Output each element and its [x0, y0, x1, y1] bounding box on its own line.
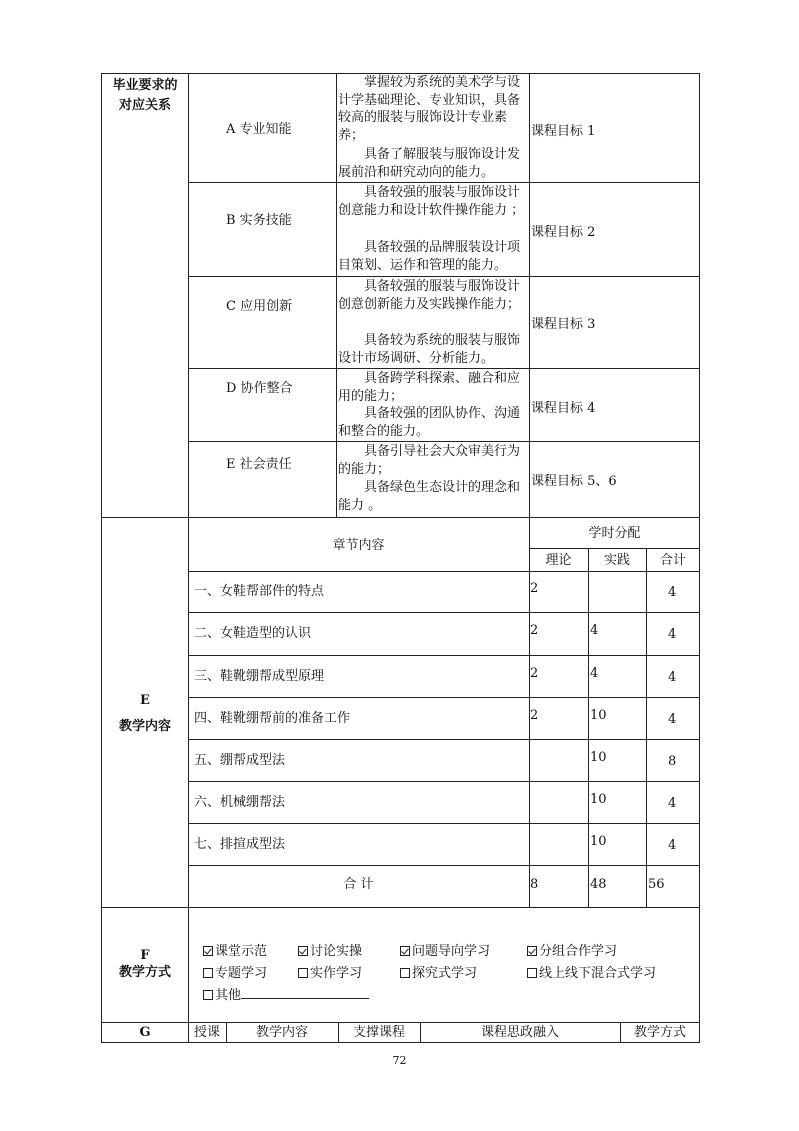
method-option[interactable] [400, 962, 477, 981]
chapter-total: 4 [668, 838, 677, 853]
chapter-content-header: 章节内容 [332, 538, 385, 553]
chapter-name: 三、鞋靴绷帮成型原理 [194, 669, 325, 684]
chapter-name: 六、机械绷帮法 [194, 795, 286, 810]
method-option[interactable] [298, 962, 362, 981]
method-option-other[interactable] [203, 984, 369, 1003]
requirement-desc: 具备较强的服装与服饰设计创意创新能力及实践操作能力； [338, 279, 521, 312]
hours-header: 学时分配 [588, 526, 641, 541]
method-label: 专题学习 [215, 966, 268, 981]
method-label: 讨论实操 [310, 944, 363, 959]
method-label: 其他 [215, 988, 242, 1003]
method-label: 实作学习 [310, 966, 363, 981]
label-text: 教学方式 [118, 965, 171, 980]
label-letter: E [140, 693, 150, 708]
course-goal: 课程目标 2 [531, 225, 596, 240]
chapter-name: 七、排揎成型法 [194, 837, 286, 852]
method-label: 线上线下混合式学习 [539, 966, 657, 981]
requirement-desc: 掌握较为系统的美术学与设计学基础理论、专业知识，具备较高的服装与服饰设计专业素养； [338, 75, 521, 143]
chapter-total: 4 [668, 796, 677, 811]
chapter-practice: 10 [590, 708, 607, 723]
requirement-name: B 实务技能 [226, 213, 292, 228]
checkbox-icon[interactable] [203, 990, 213, 1000]
chapter-name: 五、绷帮成型法 [194, 753, 286, 768]
total-header: 合计 [659, 553, 686, 568]
checkbox-icon[interactable] [203, 968, 213, 978]
requirement-name: D 协作整合 [226, 381, 293, 396]
chapter-total: 8 [668, 754, 677, 769]
course-goal: 课程目标 3 [531, 317, 596, 332]
column-method: 教学方式 [633, 1025, 686, 1040]
sum-total: 56 [648, 877, 665, 892]
chapter-name: 二、女鞋造型的认识 [194, 626, 312, 641]
column-ideology: 课程思政融入 [480, 1025, 559, 1040]
method-option[interactable] [527, 940, 617, 959]
chapter-name: 四、鞋靴绷帮前的准备工作 [194, 711, 351, 726]
requirement-desc: 具备较为系统的服装与服饰设计市场调研、分析能力。 [338, 333, 521, 366]
column-content: 教学内容 [255, 1025, 308, 1040]
requirement-desc: 具备较强的品牌服装设计项目策划、运作和管理的能力。 [338, 240, 521, 273]
course-goal: 课程目标 4 [531, 401, 596, 416]
checkbox-checked-icon[interactable] [298, 946, 308, 956]
sum-label: 合 计 [343, 877, 374, 892]
practice-header: 实践 [603, 553, 630, 568]
chapter-theory: 2 [530, 666, 539, 681]
label-text: 教学内容 [118, 719, 171, 734]
chapter-practice: 4 [590, 666, 599, 681]
chapter-practice: 10 [590, 834, 607, 849]
checkbox-checked-icon[interactable] [400, 946, 410, 956]
method-option[interactable] [527, 962, 656, 981]
method-label: 课堂示范 [215, 944, 268, 959]
label-line-1: 毕业要求的 [112, 78, 178, 93]
column-lecture: 授课 [193, 1025, 220, 1040]
checkbox-checked-icon[interactable] [203, 946, 213, 956]
checkbox-icon[interactable] [527, 968, 537, 978]
checkbox-checked-icon[interactable] [527, 946, 537, 956]
method-option[interactable] [400, 940, 490, 959]
chapter-theory: 2 [530, 623, 539, 638]
checkbox-icon[interactable] [400, 968, 410, 978]
label-letter: F [140, 948, 150, 963]
chapter-practice: 4 [590, 623, 599, 638]
chapter-theory: 2 [530, 708, 539, 723]
method-label: 分组合作学习 [539, 944, 618, 959]
sum-theory: 8 [530, 877, 539, 892]
requirement-desc: 具备较强的团队协作、沟通和整合的能力。 [338, 406, 521, 439]
chapter-practice: 10 [590, 750, 607, 765]
method-option[interactable] [298, 940, 362, 959]
method-label: 问题导向学习 [412, 944, 491, 959]
requirement-name: E 社会责任 [226, 457, 292, 472]
label-line-2: 对应关系 [118, 98, 171, 113]
chapter-total: 4 [668, 712, 677, 727]
method-option[interactable] [203, 940, 267, 959]
requirement-desc: 具备较强的服装与服饰设计创意能力和设计软件操作能力 ； [338, 185, 525, 218]
requirement-desc: 具备了解服装与服饰设计发展前沿和研究动向的能力。 [338, 147, 521, 180]
chapter-theory: 2 [530, 581, 539, 596]
chapter-total: 4 [668, 670, 677, 685]
chapter-name: 一、女鞋帮部件的特点 [194, 584, 325, 599]
method-label: 探究式学习 [412, 966, 478, 981]
chapter-practice: 10 [590, 792, 607, 807]
requirement-name: C 应用创新 [226, 299, 293, 314]
column-support-course: 支撑课程 [352, 1025, 405, 1040]
label-letter: G [139, 1025, 151, 1040]
other-input-line[interactable] [241, 986, 369, 999]
method-option[interactable] [203, 962, 267, 981]
page-number: 72 [392, 1054, 407, 1067]
course-goal: 课程目标 1 [531, 124, 596, 139]
requirement-name: A 专业知能 [226, 122, 292, 137]
checkbox-icon[interactable] [298, 968, 308, 978]
chapter-total: 4 [668, 585, 677, 600]
sum-practice: 48 [590, 877, 607, 892]
course-goal: 课程目标 5、6 [531, 474, 617, 489]
theory-header: 理论 [545, 553, 572, 568]
requirement-desc: 具备引导社会大众审美行为的能力； [338, 444, 521, 477]
chapter-total: 4 [668, 627, 677, 642]
requirement-desc: 具备跨学科探索、融合和应用的能力； [338, 371, 521, 404]
requirement-desc: 具备绿色生态设计的理念和能力 。 [338, 480, 521, 513]
